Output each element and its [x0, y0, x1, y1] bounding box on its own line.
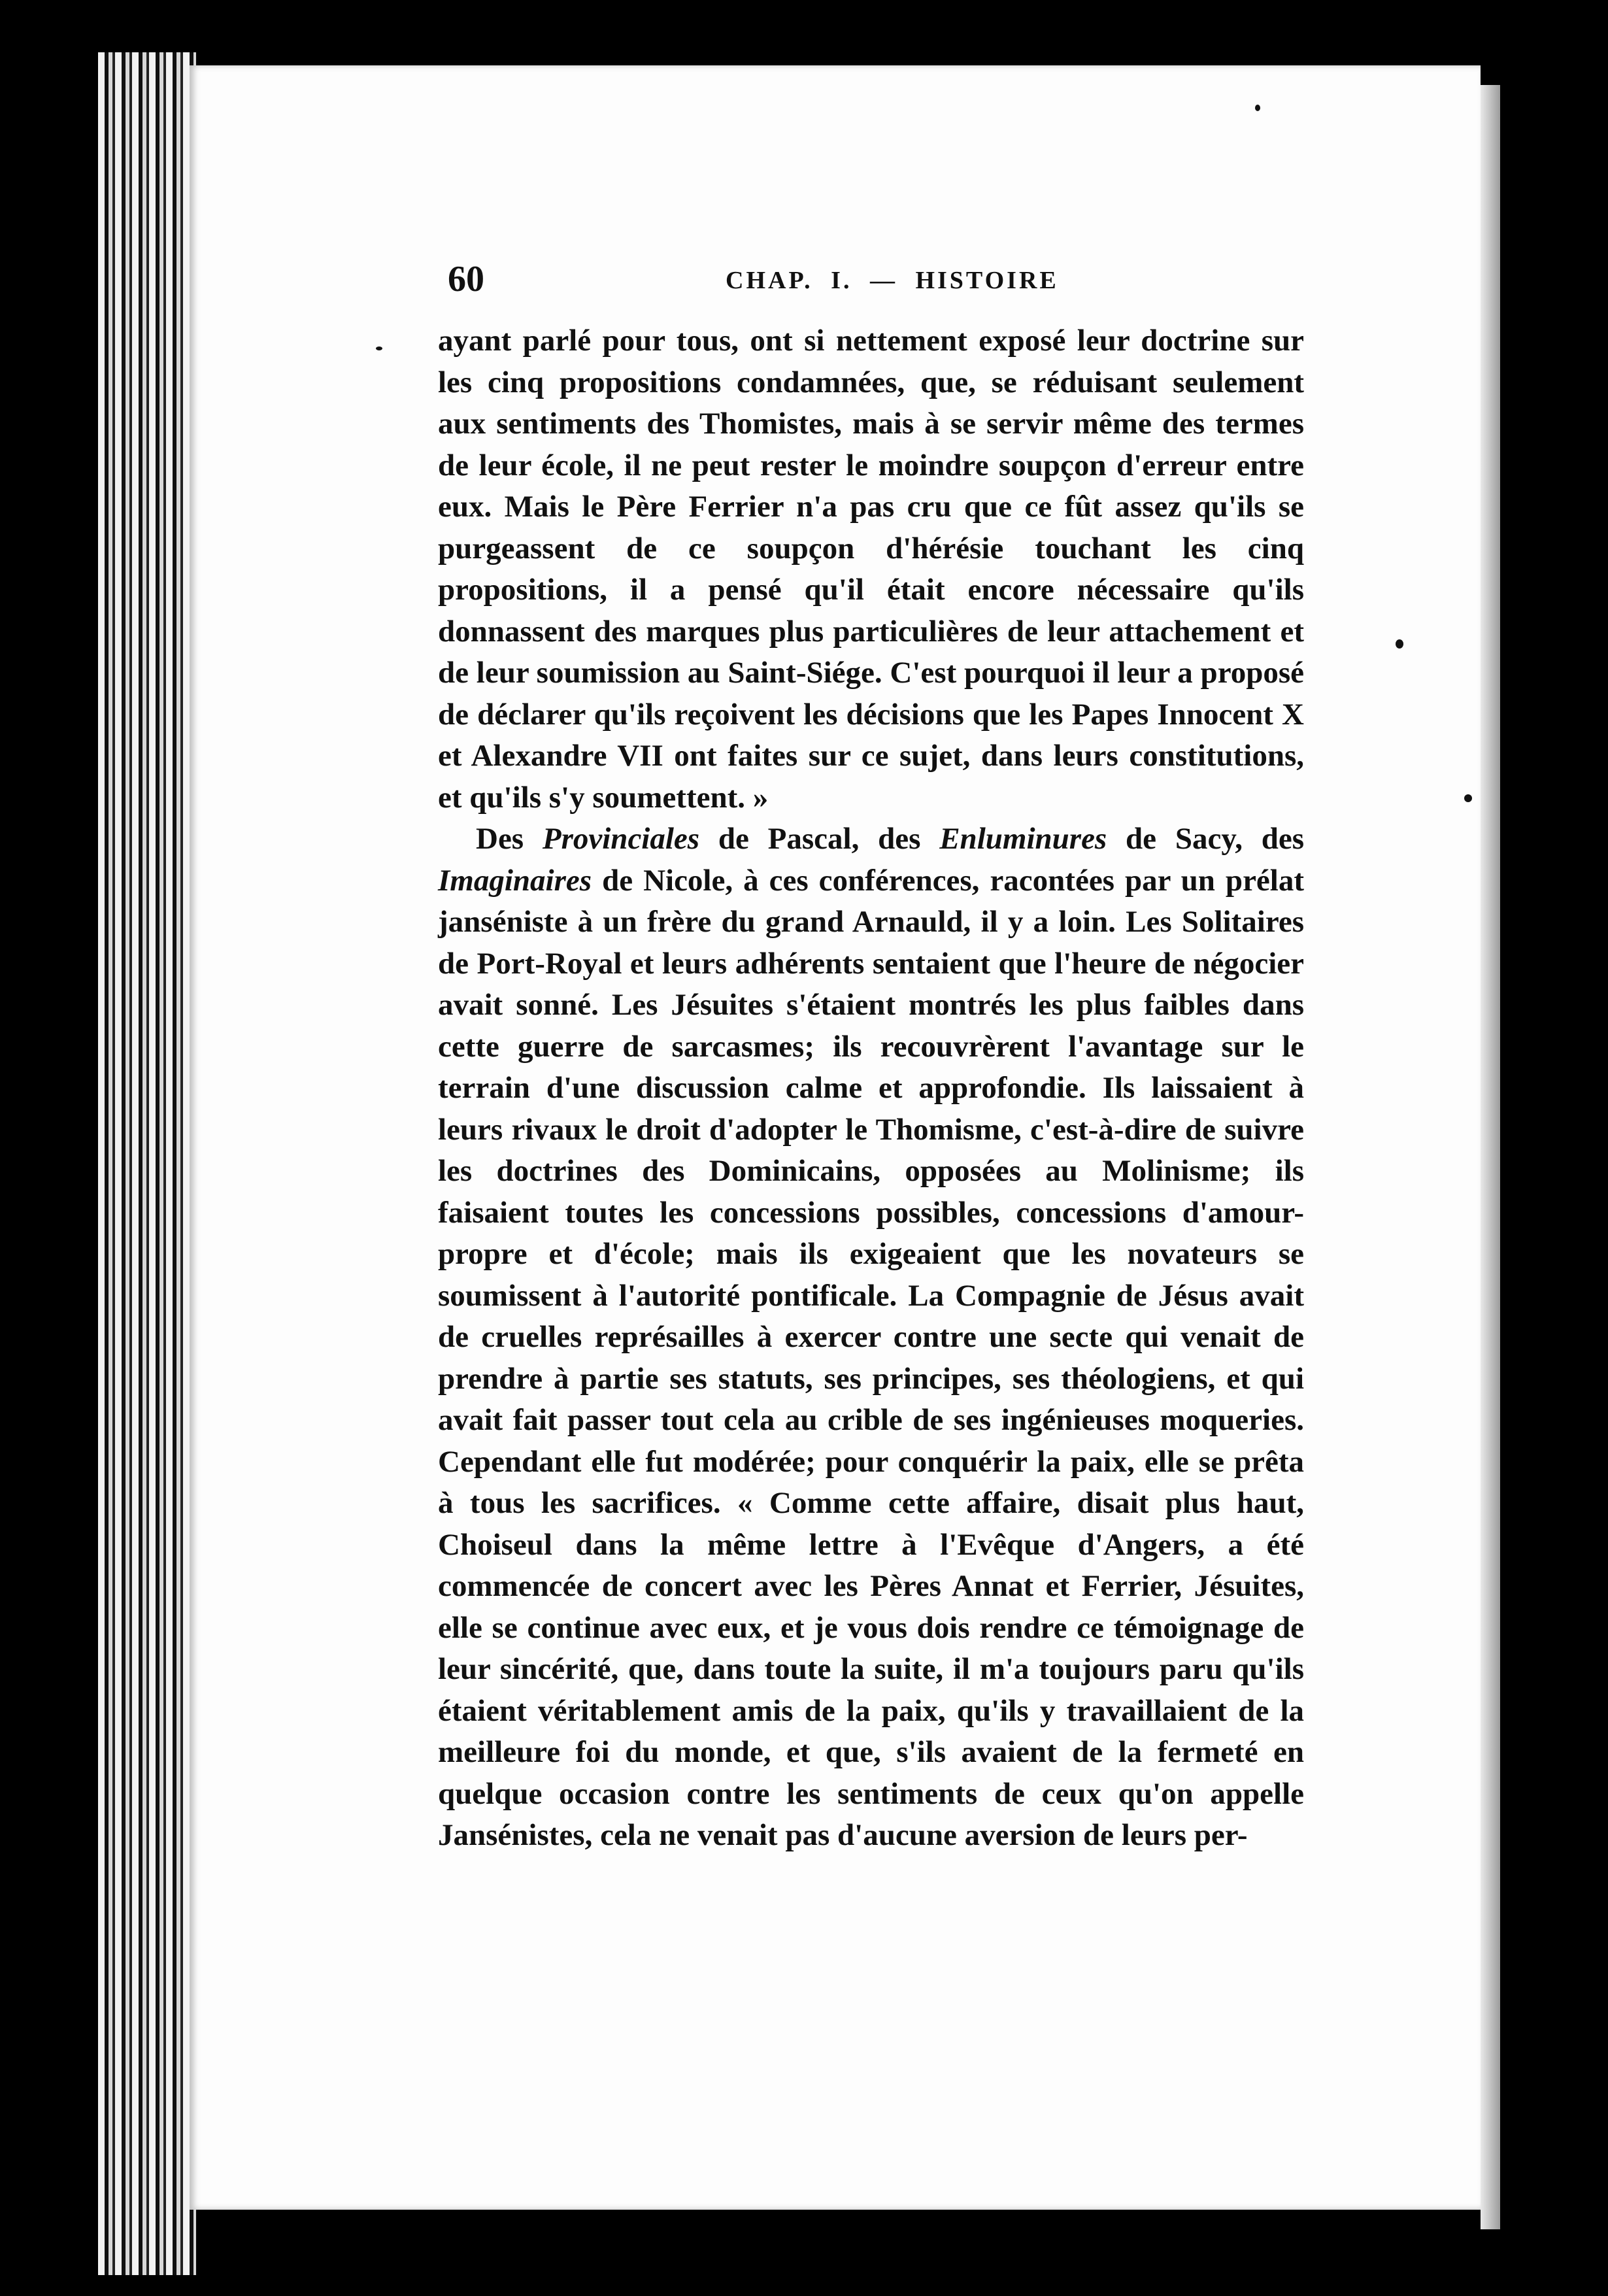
text-run: de Sacy, des — [1126, 822, 1305, 856]
body-text — [438, 320, 1304, 1857]
scan-speck — [1255, 105, 1260, 111]
italic-title-enluminures: Enluminures — [939, 822, 1107, 856]
page-header — [448, 258, 1298, 304]
running-head: CHAP. I. — HISTOIRE — [726, 267, 1059, 294]
scan-speck — [1396, 639, 1403, 649]
text-run: de Pascal, des — [718, 822, 921, 856]
italic-title-imaginaires: Imaginaires — [438, 863, 592, 898]
text-run: de Nicole, à ces conférences, racontées par un prélat janséniste à un frère du grand Arnauld, il y a loin. Les Solitaires de Port-Royal et leurs adhérents sentaient que l'heure de négocier avait sonné. Les Jésuites s'étaient montrés les plus faibles dans cette guerre de sarcasmes; ils recouvrèrent l'avantage sur le terrain d'une discussion calme et approfondie. Ils laissaient à leurs rivaux le droit d'adopter le Thomisme, c'est-à-dire de suivre les doctrines des Dominicains, opposées au Molinisme; ils faisaient toutes les concessions possibles, concessions d'amour-propre et d'école; mais ils exigeaient que les novateurs se soumissent à l'autorité pontificale. La Compagnie de Jésus avait de cruelles représailles à exercer contre une secte qui venait de prendre à partie ses statuts, ses principes, ses théologiens, et qui avait fait passer tout cela au crible de ses ingénieuses moqueries. Cependant elle fut modérée; pour conquérir la paix, elle se prêta à tous les sacrifices. « Comme cette affaire, disait plus haut, Choiseul dans la même lettre à l'Evêque d'Angers, a été commencée de concert avec les Pères Annat et Ferrier, Jésuites, elle se continue avec eux, et je vous dois rendre ce témoignage de leur sincérité, que, dans toute la suite, il m'a toujours paru qu'ils étaient véritablement amis de la paix, qu'ils y travaillaient de la meilleure foi du monde, et que, s'ils avaient de la fermeté en quelque occasion contre les sentiments de ceux qu'on appelle Jansénistes, cela ne venait pas d'aucune aversion de leurs per- — [438, 863, 1304, 1852]
paragraph: ayant parlé pour tous, ont si nettement exposé leur doctrine sur les cinq propositions condamnées, que, se réduisant seulement aux sentiments des Thomistes, mais à se servir même des termes de leur école, il ne peut rester le moindre soupçon d'erreur entre eux. Mais le Père Ferrier n'a pas cru que ce fût assez qu'ils se purgeassent de ce soupçon d'hérésie touchant les cinq propositions, il a pensé qu'il était encore nécessaire qu'ils donnassent des marques plus particulières de leur attachement et de leur soumission au Saint-Siége. C'est pourquoi il leur a proposé de déclarer qu'ils reçoivent les décisions que les Papes Innocent X et Alexandre VII ont faites sur ce sujet, dans leurs constitutions, et qu'ils s'y soumettent. » — [438, 324, 1304, 815]
page-edge-strip — [1481, 85, 1500, 2229]
paragraph — [438, 819, 1304, 1857]
scan-speck — [376, 346, 382, 350]
page-number: 60 — [448, 259, 484, 299]
italic-title-provinciales: Provinciales — [542, 822, 700, 856]
scan-speck — [1464, 794, 1472, 802]
text-run: Des — [476, 822, 524, 856]
book-binding-edge — [98, 52, 196, 2275]
